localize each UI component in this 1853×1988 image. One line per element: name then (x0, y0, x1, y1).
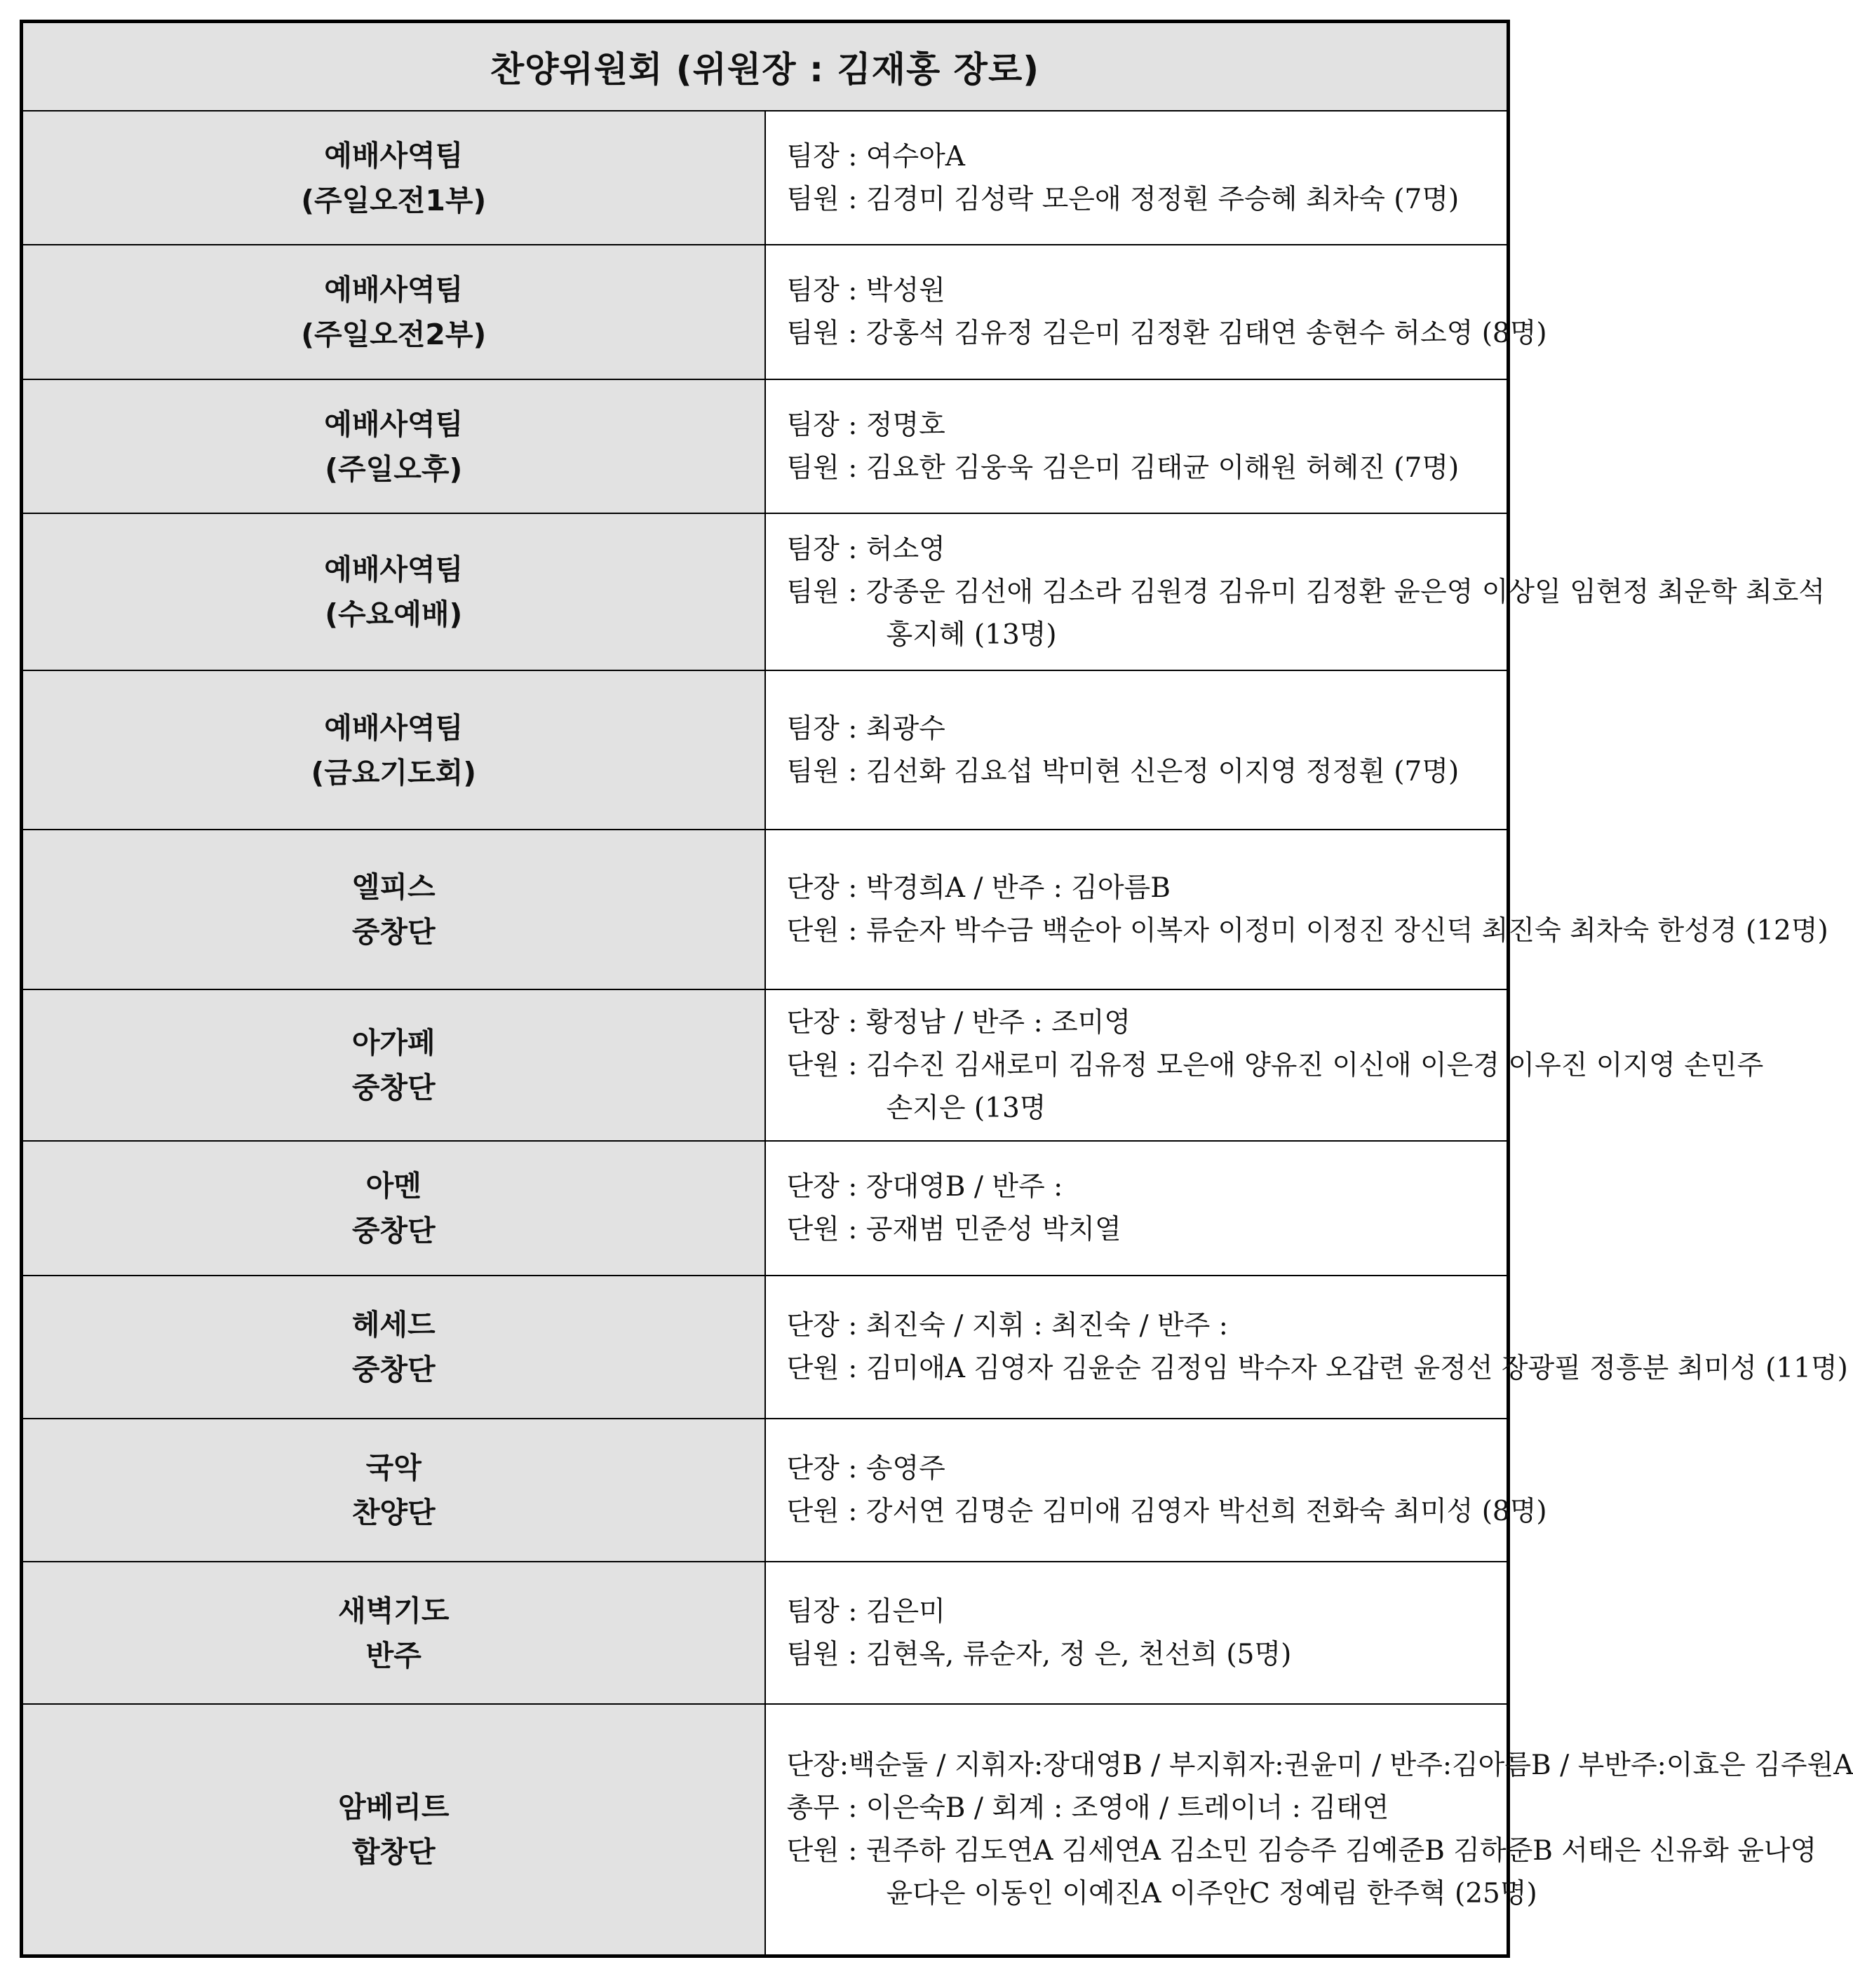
members-line: 단원 : 권주하 김도연A 김세연A 김소민 김승주 김예준B 김하준B 서태은 신유화 윤나영 (786, 1834, 1817, 1867)
team-label (22, 670, 765, 830)
members-line: 단원 : 공재범 민준성 박치열 (786, 1214, 1121, 1245)
leader-line: 단장 : 최진숙 / 지휘 : 최진숙 / 반주 : (786, 1310, 1228, 1341)
document-title: 찬양위원회 (위원장 : 김재홍 장로) (22, 22, 1509, 111)
members-line: 단원 : 강서연 김명순 김미애 김영자 박선희 전화숙 최미성 (8명) (786, 1496, 1547, 1527)
team-name: 국악 (365, 1451, 422, 1485)
table-row (22, 670, 1509, 830)
team-name: 새벽기도 (338, 1593, 450, 1628)
team-label (22, 1419, 765, 1562)
leader-line: 팀장 : 여수아A (786, 140, 965, 173)
members-line: 팀원 : 김경미 김성락 모은애 정정훤 주승혜 최차숙 (7명) (786, 183, 1460, 215)
team-name: 아가페 (351, 1026, 436, 1060)
leadership-line: 단장:백순둘 / 지휘자:장대영B / 부지휘자:권윤미 / 반주:김아름B / 부반주:이효은 김주원A (786, 1749, 1853, 1781)
table-row (22, 1562, 1509, 1704)
team-subname: (주일오후) (325, 452, 463, 486)
leader-line: 팀장 : 정명호 (786, 409, 945, 441)
leader-line: 팀장 : 허소영 (786, 533, 945, 565)
table-row (22, 513, 1509, 670)
team-subname: 중창단 (351, 915, 436, 949)
table-row (22, 1276, 1509, 1419)
team-members (765, 1141, 1509, 1276)
team-subname: 중창단 (351, 1353, 436, 1386)
team-members (765, 513, 1825, 670)
team-label (22, 245, 765, 379)
table-row (22, 830, 1509, 989)
team-subname: (금요기도회) (311, 755, 476, 790)
team-name: 예배사역팀 (324, 553, 464, 586)
team-label (22, 1562, 765, 1704)
members-line: 단원 : 김미애A 김영자 김윤순 김정임 박수자 오갑련 윤정선 장광필 정흥분 최미성 (11명) (786, 1353, 1848, 1384)
leader-line: 단장 : 장대영B / 반주 : (786, 1171, 1063, 1203)
team-members (765, 670, 1509, 830)
members-line: 팀원 : 김요한 김웅욱 김은미 김태균 이해원 허혜진 (7명) (786, 452, 1460, 484)
members-line-continued: 홍지혜 (13명) (886, 618, 1057, 651)
team-members (765, 830, 1828, 989)
team-members (765, 1276, 1848, 1419)
team-name: 헤세드 (351, 1308, 436, 1341)
team-label (22, 830, 765, 989)
team-name: 예배사역팀 (324, 273, 464, 306)
members-line: 단원 : 김수진 김새로미 김유정 모은애 양유진 이신애 이은경 이우진 이지영 손민주 (786, 1049, 1764, 1081)
members-line: 팀원 : 김현옥, 류순자, 정 은, 천선희 (5명) (786, 1638, 1292, 1670)
team-name: 예배사역팀 (324, 710, 464, 745)
team-subname: 중창단 (351, 1214, 436, 1247)
team-members (765, 1419, 1547, 1562)
members-line: 팀원 : 김선화 김요섭 박미현 신은정 이지영 정정훤 (7명) (786, 755, 1460, 787)
team-label (22, 1141, 765, 1276)
members-line: 팀원 : 강종운 김선애 김소라 김원경 김유미 김정환 윤은영 이상일 임현정 최운학 최호석 (786, 576, 1825, 608)
leader-line: 팀장 : 김은미 (786, 1595, 945, 1628)
team-name: 예배사역팀 (324, 138, 464, 173)
table-row (22, 111, 1509, 245)
team-label (22, 1276, 765, 1419)
team-name: 예배사역팀 (324, 407, 464, 441)
team-members (765, 245, 1547, 379)
team-label (22, 1704, 765, 1956)
team-members (765, 1704, 1853, 1956)
team-label (22, 989, 765, 1141)
leader-line: 팀장 : 박성원 (786, 275, 945, 306)
team-subname: 중창단 (351, 1071, 436, 1104)
team-subname: (주일오전1부) (301, 183, 487, 217)
table-row (22, 1419, 1509, 1562)
team-subname: (수요예배) (325, 597, 463, 631)
members-line-continued: 윤다은 이동인 이예진A 이주안C 정예림 한주혁 (25명) (886, 1877, 1537, 1909)
table-row (22, 1141, 1509, 1276)
members-line: 팀원 : 강홍석 김유정 김은미 김정환 김태연 송현수 허소영 (8명) (786, 318, 1547, 349)
leader-line: 팀장 : 최광수 (786, 712, 945, 745)
choir-committee-table (20, 20, 1853, 1958)
team-label (22, 513, 765, 670)
officers-line: 총무 : 이은숙B / 회계 : 조영애 / 트레이너 : 김태연 (786, 1792, 1389, 1824)
members-line: 단원 : 류순자 박수금 백순아 이복자 이정미 이정진 장신덕 최진숙 최차숙 한성경 (12명) (786, 915, 1828, 947)
team-subname: (주일오전2부) (301, 318, 487, 351)
team-members (765, 1562, 1509, 1704)
table-row (22, 1704, 1509, 1956)
team-label (22, 379, 765, 513)
leader-line: 단장 : 박경희A / 반주 : 김아름B (786, 872, 1171, 904)
team-name: 엘피스 (351, 870, 436, 904)
team-members (765, 989, 1764, 1141)
team-members (765, 111, 1509, 245)
team-label (22, 111, 765, 245)
table-row (22, 379, 1509, 513)
members-line-continued: 손지은 (13명 (886, 1092, 1046, 1124)
title-row (22, 22, 1509, 111)
table-row (22, 989, 1509, 1141)
leader-line: 단장 : 황정남 / 반주 : 조미영 (786, 1006, 1131, 1039)
team-subname: 찬양단 (351, 1496, 436, 1529)
team-subname: 합창단 (351, 1834, 436, 1869)
table-row (22, 245, 1509, 379)
team-name: 아멘 (365, 1169, 422, 1203)
leader-line: 단장 : 송영주 (786, 1453, 945, 1485)
team-subname: 반주 (365, 1638, 422, 1672)
team-members (765, 379, 1509, 513)
team-name: 암베리트 (338, 1790, 450, 1824)
